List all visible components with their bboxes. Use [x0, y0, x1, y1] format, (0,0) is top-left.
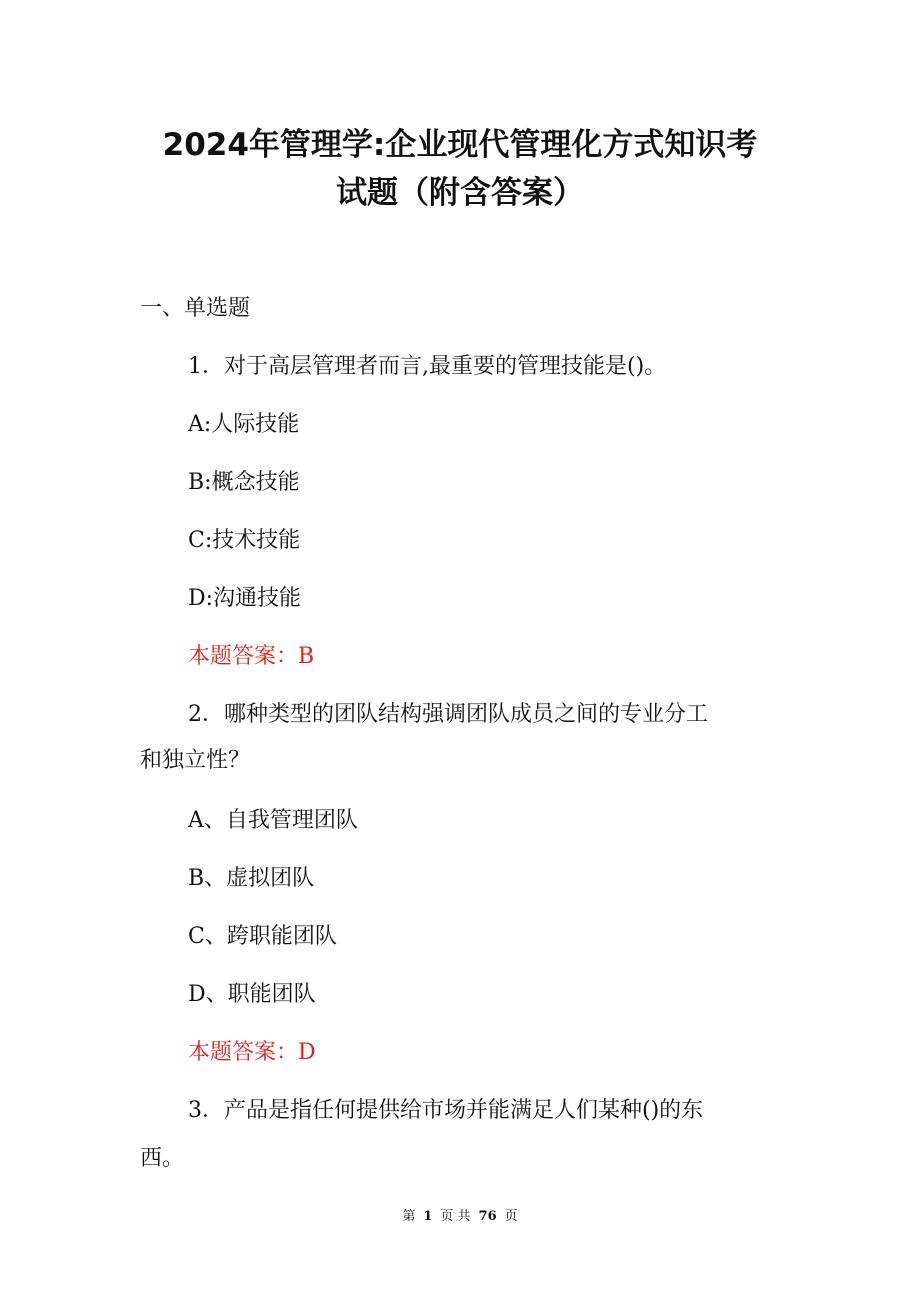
question-2-option-d: D、职能团队 [188, 982, 316, 1007]
question-2-stem-line-2: 和独立性？ [140, 748, 251, 773]
footer-mid: 页 共 [440, 1209, 471, 1224]
question-2-stem-line-1: 2．哪种类型的团队结构强调团队成员之间的专业分工 [188, 702, 708, 727]
document-title-line-1: 2024年管理学:企业现代管理化方式知识考 [162, 127, 758, 163]
footer-page-number: 1 [423, 1209, 433, 1224]
question-1-option-b: B:概念技能 [188, 470, 300, 495]
footer-prefix: 第 [402, 1209, 416, 1224]
question-1-option-a: A:人际技能 [188, 412, 300, 437]
footer-total-pages: 76 [478, 1209, 497, 1224]
question-2-option-b: B、虚拟团队 [188, 866, 315, 891]
page-footer [0, 1208, 920, 1226]
question-2-option-c: C、跨职能团队 [188, 924, 337, 949]
section-heading: 一、单选题 [140, 296, 251, 321]
question-3-stem-line-2: 西。 [140, 1146, 185, 1171]
question-2-answer: 本题答案：D [188, 1040, 316, 1065]
question-2-option-a: A、自我管理团队 [188, 808, 358, 833]
document-title-line-2: 试题（附含答案） [336, 175, 584, 211]
footer-suffix: 页 [504, 1209, 518, 1224]
question-1-option-d: D:沟通技能 [188, 586, 302, 611]
question-1-answer: 本题答案：B [188, 644, 315, 669]
question-1-stem: 1．对于高层管理者而言,最重要的管理技能是()。 [188, 354, 667, 379]
question-3-stem-line-1: 3．产品是指任何提供给市场并能满足人们某种()的东 [188, 1098, 704, 1123]
question-1-option-c: C:技术技能 [188, 528, 301, 553]
